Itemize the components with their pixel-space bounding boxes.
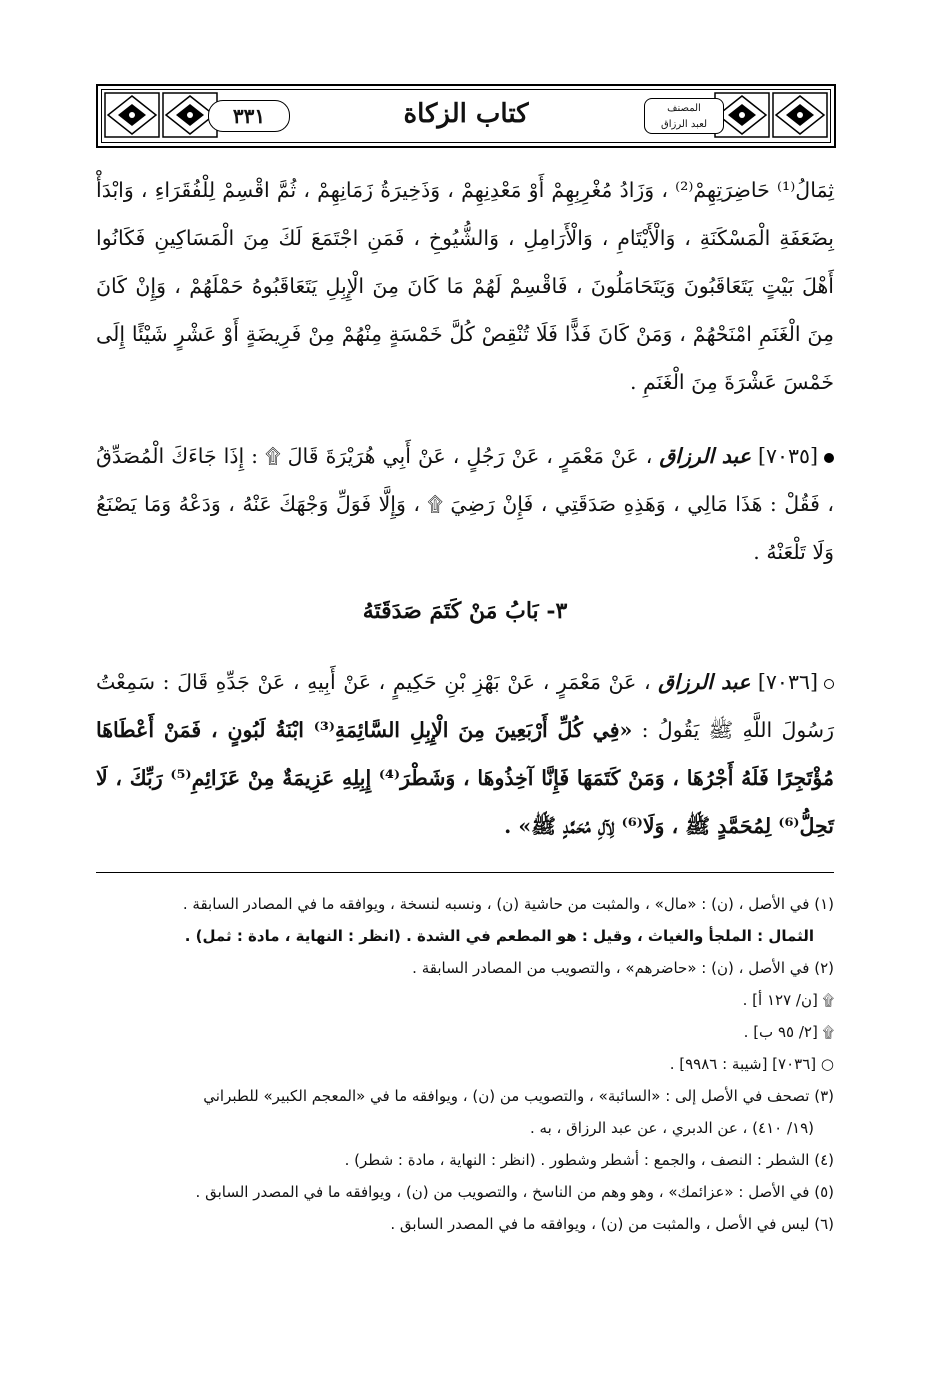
footnote: (٤) الشطر : النصف ، والجمع : أشطر وشطور . (انظر : النهاية ، مادة : شطر) . <box>344 1151 834 1169</box>
hadith-text: ، عَنْ مَعْمَرٍ ، عَنْ رَجُلٍ ، عَنْ أَبِي هُرَيْرَةَ قَالَ ۩ : إِذَا جَاءَكَ الْمُصَدِّقُ ، فَقُلْ : هَذَا مَالِي ، وَهَذِهِ صَدَقَتِي ، فَإِنْ رَضِيَ ۩ ، وَإِلَّا فَوَلِّ وَجْهَكَ عَنْهُ ، وَدَعْهُ وَمَا يَصْنَعُ وَلَا تَلْعَنْهُ . <box>96 444 834 564</box>
hadith-quote: «فِي كُلِّ أَرْبَعِينَ مِنَ الْإِبِلِ السَّائِمَةِ⁽³⁾ ابْنَةُ لَبُونٍ ، فَمَنْ أَعْطَاهَا مُؤْتَجِرًا فَلَهُ أَجْرُهَا ، وَمَنْ كَتَمَهَا فَإِنَّا آخِذُوهَا ، وَشَطْرَ⁽⁴⁾ إِبِلِهِ عَزِيمَةٌ مِنْ عَزَائِمِ⁽⁵⁾ رَبِّكَ ، لَا تَحِلُّ⁽⁶⁾ لِمُحَمَّدٍ ﷺ ، وَلَا⁽⁶⁾ لِآلِ مُحَمَّدٍ ﷺ» . <box>96 718 834 838</box>
logo-line: المصنف <box>667 103 701 114</box>
footnote: الثمال : الملجأ والغياث ، وقيل : هو المطعم في الشدة . (انظر : النهاية ، مادة : ثمل) . <box>184 927 814 945</box>
hadith-ref: [٧٠٣٦] <box>757 670 818 694</box>
hadith-paragraph <box>96 432 834 576</box>
footnote: (١٩/ ٤١٠) ، عن الدبري ، عن عبد الرزاق ، به . <box>530 1119 814 1137</box>
footnote: ○ [٧٠٣٦] [شيبة : ٩٩٨٦] . <box>669 1055 834 1073</box>
hadith-author: عبد الرزاق <box>659 444 751 468</box>
section-heading: ٣- بَابُ مَنْ كَتَمَ صَدَقَتَهُ <box>362 598 568 624</box>
logo-line: لعبد الرزاق <box>660 119 708 130</box>
footnote: ۩ [ن/ ١٢٧ أ] . <box>742 991 834 1009</box>
footnote: ۩ [٢/ ٩٥ ب] . <box>743 1023 834 1041</box>
hadith-text: ، عَنْ مَعْمَرٍ ، عَنْ بَهْزِ بْنِ حَكِيمٍ ، عَنْ أَبِيهِ ، عَنْ جَدِّهِ قَالَ : سَمِعْتُ رَسُولَ اللَّهِ ﷺ يَقُولُ : <box>96 670 834 742</box>
book-logo <box>644 98 724 134</box>
page-header <box>96 84 836 148</box>
chapter-title: كتاب الزكاة <box>403 99 529 129</box>
hadith-author: عبد الرزاق <box>658 670 751 694</box>
body-paragraph: ثِمَالُ⁽¹⁾ حَاضِرَتِهِمْ⁽²⁾ ، وَزَادُ مُغْرِبِهِمْ أَوْ مَعْدِنِهِمْ ، وَذَخِيرَةُ زَمَانِهِمْ ، ثُمَّ اقْسِمْ لِلْفُقَرَاءِ ، وَابْدَأْ بِضَعَفَةِ الْمَسْكَنَةِ ، وَالْأَيْتَامِ ، وَالْأَرَامِلِ ، وَالشُّيُوخِ ، فَمَنِ اجْتَمَعَ لَكَ مِنَ الْمَسَاكِينِ فَكَانُوا أَهْلَ بَيْتٍ يَتَعَاقَبُونَ وَيَتَحَامَلُونَ ، فَاقْسِمْ لَهُمْ مَا كَانَ مِنَ الْإِبِلِ يَتَعَاقَبُوهُ حَمْلَهُمْ ، وَإِنْ كَانَ مِنَ الْغَنَمِ امْنَحْهُمْ ، وَمَنْ كَانَ فَذًّا فَلَا تُنْقِصْ كُلَّ خَمْسَةٍ مِنْهُمْ مِنْ فَرِيضَةٍ أَوْ عَشْرٍ شَيْئًا إِلَى خَمْسَ عَشْرَةَ مِنَ الْغَنَمِ . <box>96 178 834 394</box>
footnote: (١) في الأصل ، (ن) : «مال» ، والمثبت من حاشية (ن) ، ونسبه لنسخة ، ويوافقه ما في المصادر السابقة . <box>182 895 834 913</box>
page-number: ٣٣١ <box>208 100 290 132</box>
footnote: (٦) ليس في الأصل ، والمثبت من (ن) ، ويوافقه ما في المصدر السابق . <box>390 1215 834 1233</box>
footnote-divider <box>96 872 834 873</box>
ornament-icon <box>104 92 160 138</box>
ring-icon <box>824 679 834 689</box>
footnote: (٣) تصحف في الأصل إلى : «السائبة» ، والتصويب من (ن) ، ويوافقه ما في «المعجم الكبير» للطبراني <box>203 1087 834 1105</box>
hadith-paragraph <box>96 658 834 850</box>
bullet-icon <box>824 453 834 463</box>
footnotes <box>96 888 834 1240</box>
footnote: (٢) في الأصل ، (ن) : «حاضرهم» ، والتصويب من المصادر السابقة . <box>412 959 834 977</box>
footnote: (٥) في الأصل : «عزائمك» ، وهو وهم من الناسخ ، والتصويب من (ن) ، ويوافقه ما في المصدر السابق . <box>195 1183 834 1201</box>
hadith-ref: [٧٠٣٥] <box>757 444 818 468</box>
ornament-icon <box>772 92 828 138</box>
